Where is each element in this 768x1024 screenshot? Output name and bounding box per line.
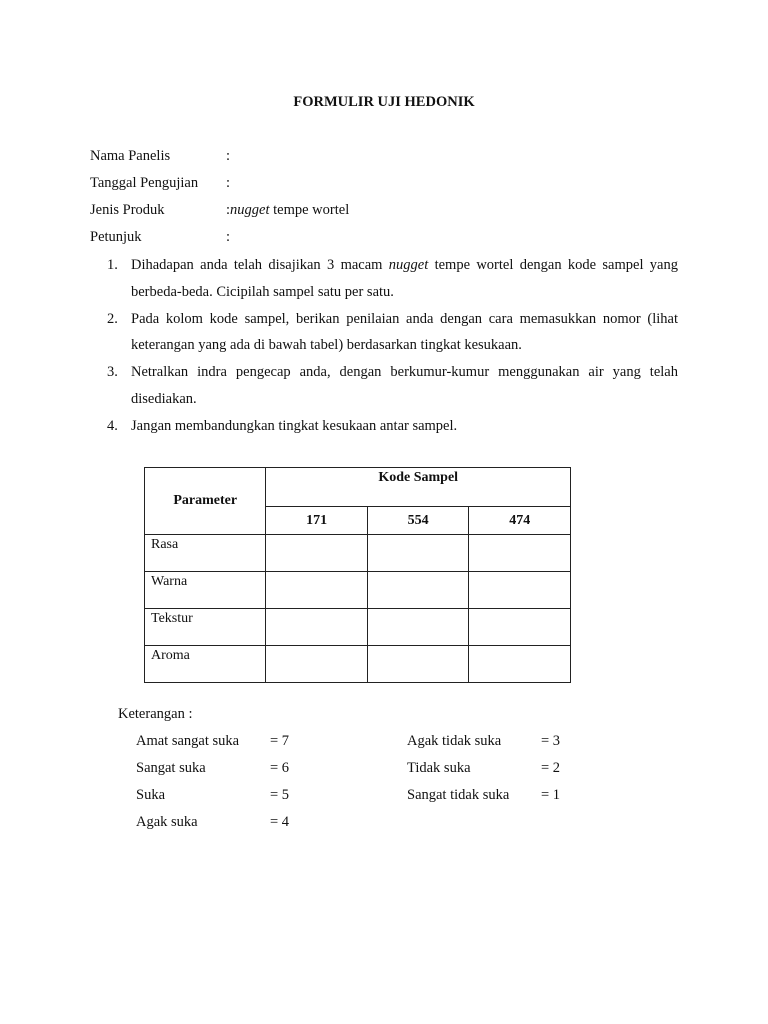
instruction-item (90, 413, 678, 440)
parameter-name: Aroma (145, 646, 266, 683)
field-tanggal-pengujian (90, 173, 230, 193)
parameter-name: Tekstur (145, 609, 266, 646)
legend-item (407, 758, 561, 778)
legend-label: Agak tidak suka (407, 733, 502, 749)
score-cell[interactable] (469, 646, 571, 683)
score-cell[interactable] (367, 609, 469, 646)
field-nama-panelis (90, 146, 230, 166)
table-row (145, 609, 571, 646)
legend-item (136, 812, 290, 832)
legend-label: Sangat suka (136, 760, 206, 776)
legend-item (136, 731, 290, 751)
instruction-number: 4. (107, 417, 118, 434)
score-cell[interactable] (367, 572, 469, 609)
score-cell[interactable] (367, 646, 469, 683)
instruction-list (90, 252, 678, 440)
keterangan-title: Keterangan : (118, 706, 193, 722)
score-cell[interactable] (469, 535, 571, 572)
legend-value: = 4 (270, 814, 290, 830)
score-cell[interactable] (469, 572, 571, 609)
header-code: 554 (367, 507, 469, 535)
header-kode-sampel: Kode Sampel (266, 468, 571, 507)
instruction-text: Jangan membandungkan tingkat kesukaan antar sampel. (131, 417, 458, 434)
instruction-item (90, 252, 678, 306)
field-label: Nama Panelis (90, 148, 171, 164)
field-colon: : (226, 175, 231, 191)
score-cell[interactable] (266, 535, 368, 572)
table-row (145, 572, 571, 609)
parameter-name: Warna (145, 572, 266, 609)
score-cell[interactable] (266, 572, 368, 609)
score-cell[interactable] (367, 535, 469, 572)
score-cell[interactable] (469, 609, 571, 646)
field-value: tempe wortel (269, 202, 350, 218)
instruction-number: 3. (107, 364, 118, 381)
legend-item (136, 758, 290, 778)
instruction-text: Dihadapan anda telah disajikan 3 macam nugget tempe wortel dengan kode sampel yang berbeda-beda. Cicipilah sampel satu per satu. (131, 257, 678, 300)
legend-value: = 7 (270, 733, 290, 749)
legend-value: = 1 (541, 787, 561, 803)
table-row (145, 646, 571, 683)
header-code: 474 (469, 507, 571, 535)
legend-value: = 3 (541, 733, 561, 749)
score-cell[interactable] (266, 646, 368, 683)
legend-item (136, 785, 290, 805)
legend-item (407, 731, 561, 751)
field-colon: : (226, 229, 231, 245)
field-petunjuk (90, 227, 230, 247)
legend-item (407, 785, 561, 805)
instruction-number: 1. (107, 257, 118, 273)
legend-value: = 2 (541, 760, 561, 776)
score-cell[interactable] (266, 609, 368, 646)
header-parameter: Parameter (145, 468, 266, 535)
legend-label: Tidak suka (407, 760, 471, 776)
instruction-text: Netralkan indra pengecap anda, dengan berkumur-kumur menggunakan air yang telah disediakan. (131, 364, 678, 407)
legend-label: Suka (136, 787, 165, 803)
legend-label: Sangat tidak suka (407, 787, 510, 803)
field-colon: : (226, 202, 231, 218)
form-title: FORMULIR UJI HEDONIK (293, 94, 475, 110)
table-row (145, 535, 571, 572)
instruction-item (90, 359, 678, 413)
instruction-item (90, 306, 678, 360)
hedonic-score-table (144, 467, 571, 683)
field-label: Jenis Produk (90, 202, 165, 218)
parameter-name: Rasa (145, 535, 266, 572)
legend-label: Agak suka (136, 814, 198, 830)
legend-value: = 5 (270, 787, 290, 803)
field-jenis-produk (90, 200, 349, 220)
field-colon: : (226, 148, 231, 164)
legend-value: = 6 (270, 760, 290, 776)
field-value-italic: nugget (230, 202, 270, 218)
header-code: 171 (266, 507, 368, 535)
field-label: Tanggal Pengujian (90, 175, 199, 191)
instruction-text: Pada kolom kode sampel, berikan penilaian anda dengan cara memasukkan nomor (lihat keterangan yang ada di bawah tabel) berdasarkan tingkat kesukaan. (131, 310, 678, 354)
legend-label: Amat sangat suka (136, 733, 240, 749)
field-label: Petunjuk (90, 229, 142, 245)
instruction-number: 2. (107, 310, 118, 327)
